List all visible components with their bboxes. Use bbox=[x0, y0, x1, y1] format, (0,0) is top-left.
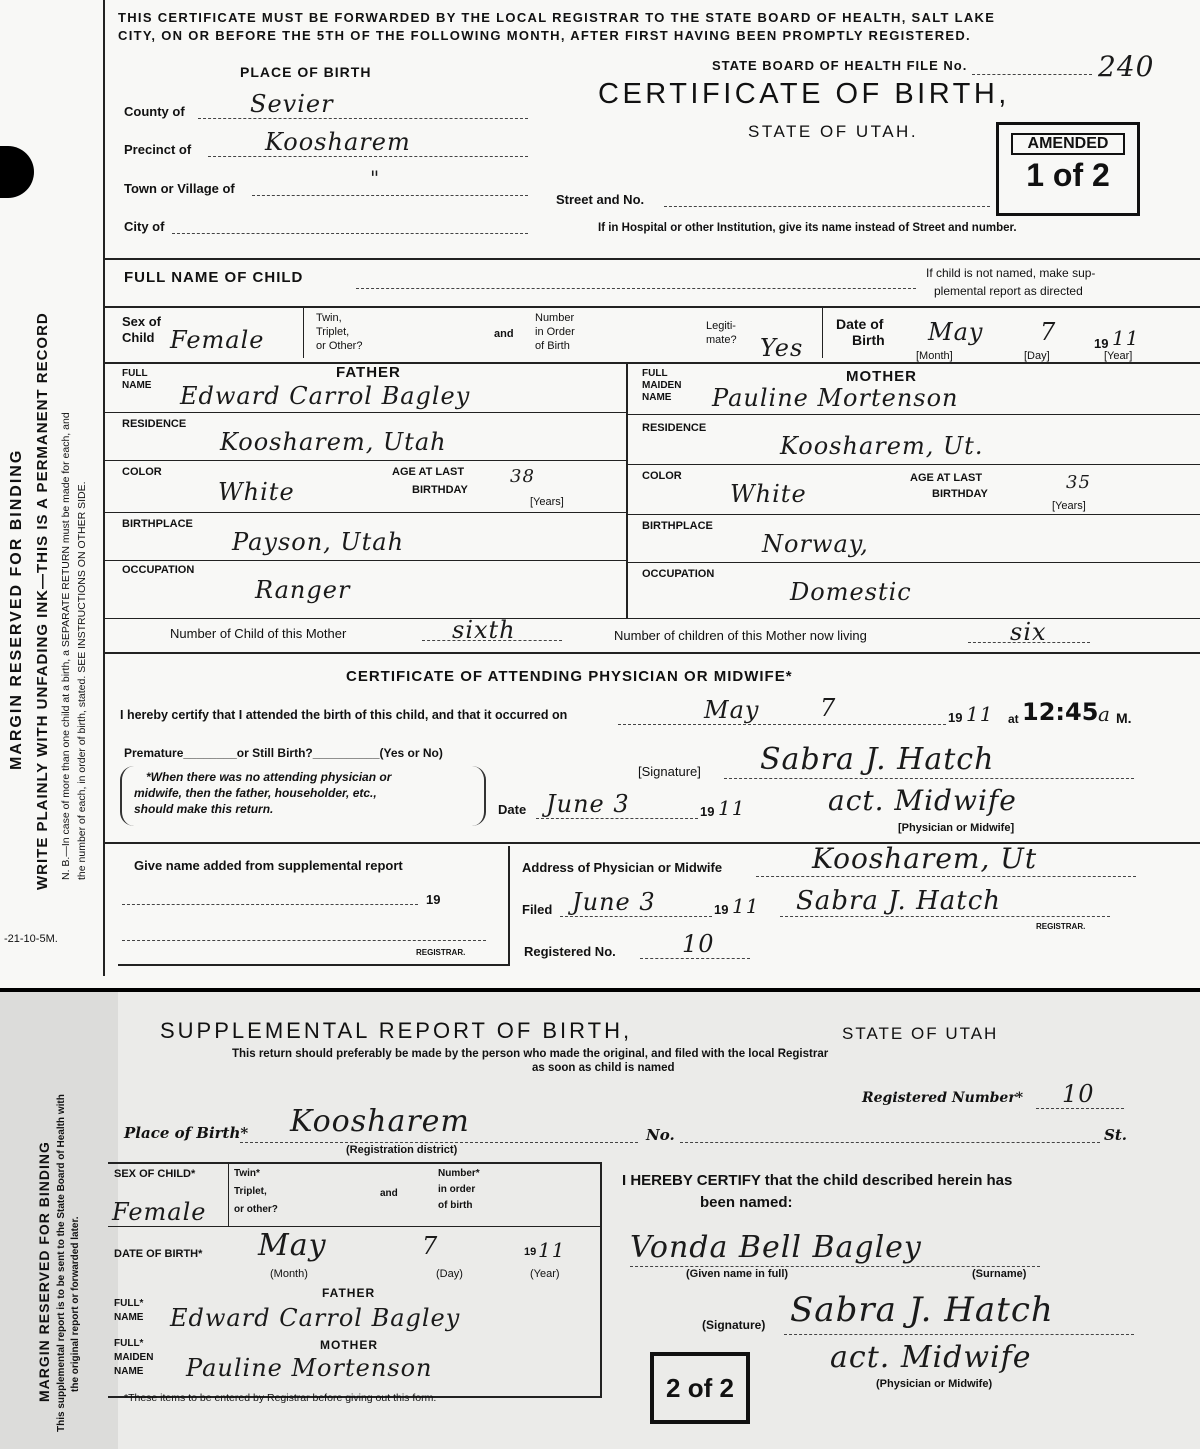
physician-heading: CERTIFICATE OF ATTENDING PHYSICIAN OR MIDWIFE* bbox=[346, 668, 793, 685]
legit-label-2: mate? bbox=[706, 334, 737, 346]
town-value: " bbox=[370, 166, 381, 190]
legit-label-1: Legiti- bbox=[706, 320, 736, 332]
father-age-label-2: BIRTHDAY bbox=[412, 484, 468, 496]
time-suffix-handwritten: a bbox=[1098, 702, 1111, 726]
time-suffix: M. bbox=[1116, 710, 1132, 726]
father-color: White bbox=[218, 478, 295, 506]
date-month-day: June 3 bbox=[546, 790, 630, 818]
father-age: 38 bbox=[510, 466, 535, 487]
sex-label-1: Sex of bbox=[122, 314, 162, 329]
certify-text: I hereby certify that I attended the birth of this child, and that it occurred on bbox=[120, 708, 568, 722]
mother-residence: Koosharem, Ut. bbox=[780, 432, 984, 460]
filed-year: 11 bbox=[732, 894, 760, 918]
father-birthplace-label: BIRTHPLACE bbox=[122, 518, 193, 530]
father-age-label-1: AGE AT LAST bbox=[392, 466, 465, 478]
mother-occupation-label: OCCUPATION bbox=[642, 568, 715, 580]
supplemental-note-2: as soon as child is named bbox=[532, 1062, 675, 1074]
physician-title: act. Midwife bbox=[828, 784, 1017, 817]
child-number-label: Number of Child of this Mother bbox=[170, 626, 347, 641]
state-of-utah: STATE OF UTAH. bbox=[748, 122, 919, 141]
supp-month-caption: (Month) bbox=[270, 1268, 308, 1280]
supp-order-1: Number* bbox=[438, 1168, 480, 1179]
form-code: -21-10-5M. bbox=[4, 933, 58, 945]
notice-line-1: THIS CERTIFICATE MUST BE FORWARDED BY THE LOCAL REGISTRAR TO THE STATE BOARD OF HEALTH, SALT LAKE bbox=[118, 10, 996, 25]
supp-dob-month: May bbox=[258, 1228, 327, 1263]
instruction-note-3: should make this return. bbox=[134, 802, 274, 816]
supp-twin-1: Twin* bbox=[234, 1168, 260, 1179]
supp-child-name: Vonda Bell Bagley bbox=[630, 1230, 922, 1265]
supp-reg-district: (Registration district) bbox=[346, 1144, 458, 1156]
mother-years-caption: [Years] bbox=[1052, 500, 1086, 512]
left-rule bbox=[103, 0, 105, 976]
street-label: Street and No. bbox=[556, 192, 645, 207]
supp-mother-heading: MOTHER bbox=[320, 1338, 378, 1352]
occurred-day: 7 bbox=[820, 694, 837, 722]
living-label: Number of children of this Mother now living bbox=[614, 628, 867, 643]
supp-order-3: of birth bbox=[438, 1200, 473, 1211]
supp-father-name: Edward Carrol Bagley bbox=[170, 1304, 461, 1332]
month-caption: [Month] bbox=[916, 350, 953, 362]
date-year: 11 bbox=[718, 796, 746, 820]
mother-age-label-2: BIRTHDAY bbox=[932, 488, 988, 500]
supp-place-value: Koosharem bbox=[290, 1104, 470, 1139]
father-birthplace: Payson, Utah bbox=[232, 528, 405, 556]
supp-registered-label: Registered Number* bbox=[862, 1090, 1024, 1106]
supp-registered-no: 10 bbox=[1062, 1080, 1095, 1108]
filed-year-prefix: 19 bbox=[714, 902, 729, 917]
instruction-note-2: midwife, then the father, householder, etc., bbox=[134, 786, 377, 800]
date-label: Date bbox=[498, 802, 527, 817]
precinct-value: Koosharem bbox=[265, 128, 411, 156]
binding-hole bbox=[0, 146, 34, 198]
filed-label: Filed bbox=[522, 902, 553, 917]
father-residence-label: RESIDENCE bbox=[122, 418, 187, 430]
town-label: Town or Village of bbox=[124, 181, 235, 196]
supp-order-2: in order bbox=[438, 1184, 476, 1195]
living-value: six bbox=[1010, 618, 1047, 646]
physician-address: Koosharem, Ut bbox=[812, 842, 1038, 875]
supp-year-caption: (Year) bbox=[530, 1268, 560, 1280]
mother-birthplace: Norway, bbox=[762, 530, 869, 558]
supp-st-label: St. bbox=[1104, 1126, 1127, 1144]
supp-father-name-label: NAME bbox=[114, 1312, 144, 1323]
twin-label-2: Triplet, bbox=[316, 326, 350, 338]
county-label: County of bbox=[124, 104, 185, 119]
place-of-birth-heading: PLACE OF BIRTH bbox=[240, 64, 372, 80]
file-no-label: STATE BOARD OF HEALTH FILE No. bbox=[712, 58, 968, 73]
county-value: Sevier bbox=[250, 90, 334, 118]
occurred-time: 12:45 bbox=[1022, 698, 1099, 726]
supp-signature-label: (Signature) bbox=[702, 1318, 766, 1332]
supp-mother-name: Pauline Mortenson bbox=[186, 1354, 433, 1382]
mother-maiden-label: MAIDEN bbox=[642, 380, 682, 391]
father-residence: Koosharem, Utah bbox=[220, 428, 447, 456]
day-caption: [Day] bbox=[1024, 350, 1050, 362]
dob-year: 11 bbox=[1112, 326, 1140, 350]
supp-no-label: No. bbox=[646, 1126, 675, 1144]
supplemental-report bbox=[0, 992, 1200, 1449]
amended-label: AMENDED bbox=[1011, 133, 1125, 155]
supp-given-caption: (Given name in full) bbox=[686, 1268, 789, 1280]
registered-no: 10 bbox=[682, 930, 715, 958]
dob-month: May bbox=[928, 318, 984, 346]
supp-mother-full: FULL* bbox=[114, 1338, 144, 1349]
nb-note-2: the number of each, in order of birth, stated. SEE INSTRUCTIONS ON OTHER SIDE. bbox=[76, 481, 88, 880]
supp-day-caption: (Day) bbox=[436, 1268, 463, 1280]
supp-margin-reserved: MARGIN RESERVED FOR BINDING bbox=[36, 1141, 52, 1402]
mother-full-label: FULL bbox=[642, 368, 668, 379]
father-name: Edward Carrol Bagley bbox=[180, 382, 471, 410]
supp-twin-2: Triplet, bbox=[234, 1186, 267, 1197]
instruction-note-1: *When there was no attending physician or bbox=[146, 770, 392, 784]
registrar-caption: REGISTRAR. bbox=[1036, 922, 1086, 931]
supp-place-label: Place of Birth* bbox=[124, 1124, 249, 1142]
supp-dob-day: 7 bbox=[422, 1232, 439, 1260]
sex-label-2: Child bbox=[122, 330, 155, 345]
supplemental-note-1: This return should preferably be made by the person who made the original, and filed with the local Registrar bbox=[232, 1048, 829, 1060]
order-label-3: of Birth bbox=[535, 340, 570, 352]
address-label: Address of Physician or Midwife bbox=[522, 860, 723, 875]
supp-mother-maiden: MAIDEN bbox=[114, 1352, 154, 1363]
registered-label: Registered No. bbox=[524, 944, 616, 959]
physician-caption: [Physician or Midwife] bbox=[898, 822, 1015, 834]
supp-margin-note-1: This supplemental report is to be sent to the State Board of Health with bbox=[56, 1094, 67, 1432]
occurred-month: May bbox=[704, 696, 760, 724]
dob-label-2: Birth bbox=[852, 332, 885, 348]
supplemental-box-year: 19 bbox=[426, 892, 441, 907]
physician-signature: Sabra J. Hatch bbox=[760, 742, 995, 777]
supp-page-stamp: 2 of 2 bbox=[650, 1352, 750, 1424]
mother-age: 35 bbox=[1066, 472, 1091, 493]
filed-date: June 3 bbox=[572, 888, 656, 916]
supp-dob-year: 11 bbox=[538, 1238, 566, 1262]
signature-label: [Signature] bbox=[638, 764, 701, 779]
mother-name: Pauline Mortenson bbox=[712, 384, 959, 412]
twin-label-1: Twin, bbox=[316, 312, 342, 324]
father-full-label: FULL bbox=[122, 368, 148, 379]
twin-label-3: or Other? bbox=[316, 340, 363, 352]
precinct-label: Precinct of bbox=[124, 142, 192, 157]
father-years-caption: [Years] bbox=[530, 496, 564, 508]
supp-signed-title: act. Midwife bbox=[830, 1340, 1032, 1375]
supplemental-title: SUPPLEMENTAL REPORT OF BIRTH, bbox=[160, 1018, 633, 1043]
premature-label: Premature________or Still Birth?__________(Yes or No) bbox=[124, 746, 443, 760]
father-name-label: NAME bbox=[122, 380, 152, 391]
supp-margin-note-2: the original report or forwarded later. bbox=[70, 1216, 81, 1392]
mother-birthplace-label: BIRTHPLACE bbox=[642, 520, 713, 532]
page-indicator: 1 of 2 bbox=[1026, 157, 1110, 193]
certificate-title: CERTIFICATE OF BIRTH, bbox=[598, 78, 1010, 110]
mother-age-label-1: AGE AT LAST bbox=[910, 472, 983, 484]
dob-label-1: Date of bbox=[836, 316, 884, 332]
supplemental-state: STATE OF UTAH bbox=[842, 1024, 999, 1043]
nb-note-1: N. B.—In case of more than one child at a birth, a SEPARATE RETURN must be made for each, and bbox=[60, 412, 72, 880]
supp-footnote: *These items to be entered by Registrar before giving out this form. bbox=[124, 1392, 437, 1404]
father-color-label: COLOR bbox=[122, 466, 162, 478]
amended-stamp bbox=[996, 122, 1140, 216]
occurred-year-prefix: 19 bbox=[948, 710, 963, 725]
write-plainly-text: WRITE PLAINLY WITH UNFADING INK—THIS IS A PERMANENT RECORD bbox=[34, 312, 51, 890]
supp-sex-label: SEX OF CHILD* bbox=[114, 1168, 196, 1180]
year-caption: [Year] bbox=[1104, 350, 1133, 362]
child-number: sixth bbox=[452, 616, 516, 644]
supp-signature: Sabra J. Hatch bbox=[790, 1290, 1054, 1330]
father-occupation: Ranger bbox=[255, 576, 351, 604]
supp-surname-caption: (Surname) bbox=[972, 1268, 1027, 1280]
and-label: and bbox=[494, 328, 514, 340]
dob-day: 7 bbox=[1040, 318, 1057, 346]
father-heading: FATHER bbox=[336, 364, 401, 381]
supp-and: and bbox=[380, 1188, 398, 1199]
margin-reserved-text: MARGIN RESERVED FOR BINDING bbox=[8, 448, 25, 770]
mother-residence-label: RESIDENCE bbox=[642, 422, 707, 434]
supp-physician-caption: (Physician or Midwife) bbox=[876, 1378, 993, 1390]
date-year-prefix: 19 bbox=[700, 804, 715, 819]
supp-twin-3: or other? bbox=[234, 1204, 278, 1215]
legitimate-value: Yes bbox=[760, 334, 804, 362]
sex-value: Female bbox=[170, 326, 265, 354]
occurred-year: 11 bbox=[966, 702, 994, 726]
supp-father-heading: FATHER bbox=[322, 1286, 376, 1300]
notice-line-2: CITY, ON OR BEFORE THE 5TH OF THE FOLLOWING MONTH, AFTER FIRST HAVING BEEN PROMPTLY REGISTERED. bbox=[118, 28, 971, 43]
unnamed-note-2: plemental report as directed bbox=[934, 284, 1083, 298]
registrar-signature: Sabra J. Hatch bbox=[796, 886, 1002, 916]
supp-certify-1: I HEREBY CERTIFY that the child described herein has bbox=[622, 1172, 1013, 1189]
file-no: 240 bbox=[1098, 50, 1155, 83]
supp-mother-name-label: NAME bbox=[114, 1366, 144, 1377]
full-name-label: FULL NAME OF CHILD bbox=[124, 269, 304, 286]
unnamed-note-1: If child is not named, make sup- bbox=[926, 266, 1096, 280]
supp-father-full: FULL* bbox=[114, 1298, 144, 1309]
supplemental-box-text: Give name added from supplemental report bbox=[134, 858, 403, 873]
mother-color: White bbox=[730, 480, 807, 508]
mother-occupation: Domestic bbox=[790, 578, 912, 606]
mother-heading: MOTHER bbox=[846, 368, 917, 385]
order-label-1: Number bbox=[535, 312, 575, 324]
supp-certify-2: been named: bbox=[700, 1194, 793, 1211]
mother-color-label: COLOR bbox=[642, 470, 682, 482]
order-label-2: in Order bbox=[535, 326, 575, 338]
at-label: at bbox=[1008, 712, 1019, 726]
mother-name-label: NAME bbox=[642, 392, 672, 403]
supp-dob-label: DATE OF BIRTH* bbox=[114, 1248, 203, 1260]
dob-year-prefix: 19 bbox=[1094, 336, 1109, 351]
supp-sex-value: Female bbox=[112, 1198, 207, 1226]
supplemental-box-registrar: REGISTRAR. bbox=[416, 948, 466, 957]
city-label: City of bbox=[124, 219, 165, 234]
supp-dob-year-prefix: 19 bbox=[524, 1246, 537, 1258]
hospital-note: If in Hospital or other Institution, give its name instead of Street and number. bbox=[598, 222, 1017, 234]
father-occupation-label: OCCUPATION bbox=[122, 564, 195, 576]
